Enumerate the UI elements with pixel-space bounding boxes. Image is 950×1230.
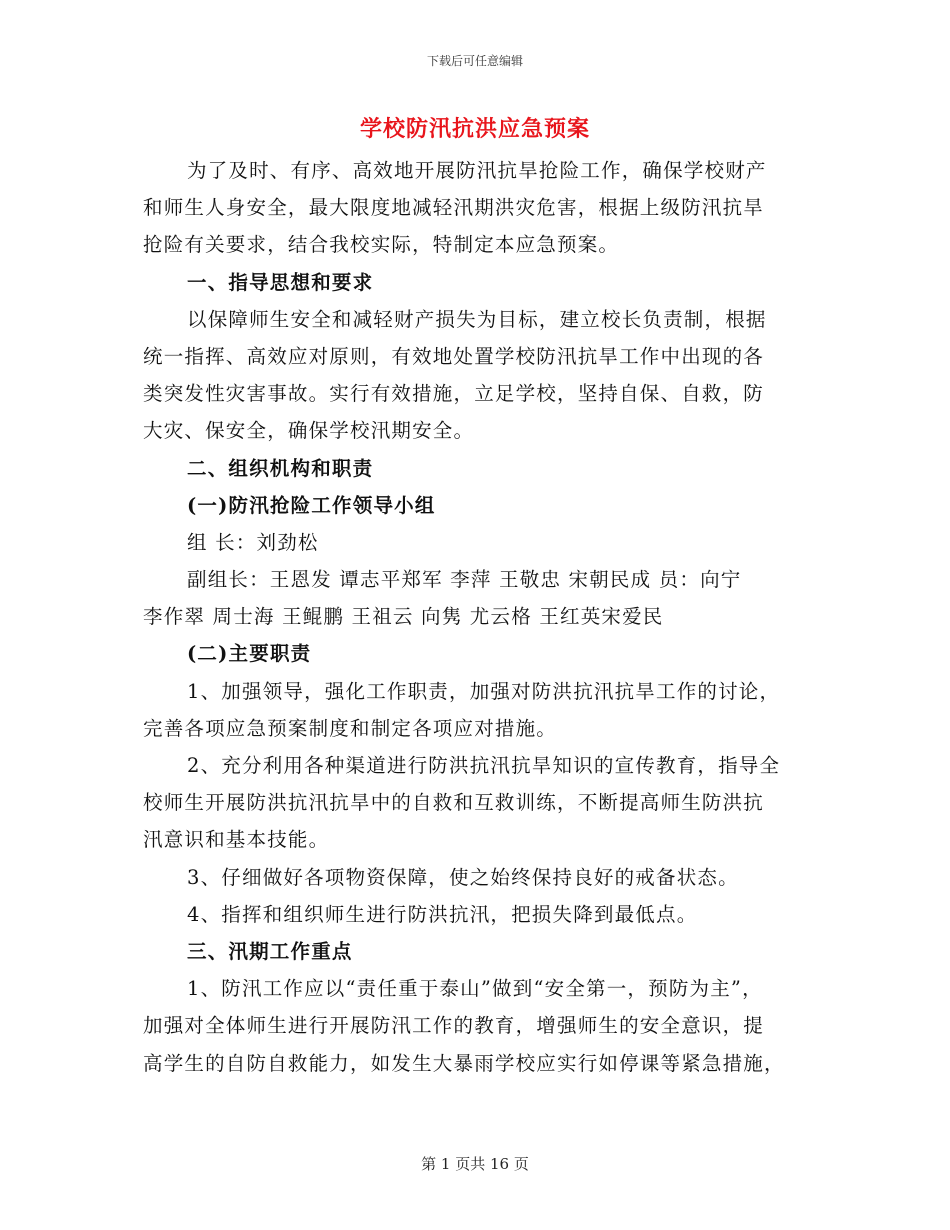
body-text-line: 大灾、保安全，确保学校汛期安全。 xyxy=(143,419,475,443)
body-text-line: 李作翠 周士海 王鲲鹏 王祖云 向隽 尤云格 王红英宋爱民 xyxy=(143,605,664,629)
body-text-line: 为了及时、有序、高效地开展防汛抗旱抢险工作，确保学校财产 xyxy=(187,159,767,182)
document-body xyxy=(143,152,823,1082)
body-text-line: 抢险有关要求，结合我校实际，特制定本应急预案。 xyxy=(143,233,620,257)
body-text-line: 副组长：王恩发 谭志平郑军 李萍 王敬忠 宋朝民成 员：向宁 xyxy=(187,568,742,592)
body-text-line: 统一指挥、高效应对原则，有效地处置学校防汛抗旱工作中出现的各 xyxy=(143,344,765,368)
body-text-line: 2、充分利用各种渠道进行防洪抗汛抗旱知识的宣传教育，指导全 xyxy=(187,754,781,777)
page-number-footer: 第 1 页共 16 页 xyxy=(421,1155,529,1173)
body-text-line: 和师生人身安全，最大限度地减轻汛期洪灾危害，根据上级防汛抗旱 xyxy=(143,196,765,220)
section-heading: 三、汛期工作重点 xyxy=(187,939,353,963)
body-text-line: 1、加强领导，强化工作职责，加强对防洪抗汛抗旱工作的讨论， xyxy=(187,679,781,703)
section-heading: (二)主要职责 xyxy=(187,642,312,666)
body-text-line: 校师生开展防洪抗汛抗旱中的自救和互救训练，不断提高师生防洪抗 xyxy=(143,791,765,815)
body-text-line: 3、仔细做好各项物资保障，使之始终保持良好的戒备状态。 xyxy=(187,865,739,889)
body-text-line: 1、防汛工作应以“责任重于泰山”做到“安全第一，预防为主”， xyxy=(187,977,763,1001)
page-header-note: 下载后可任意编辑 xyxy=(426,54,523,68)
section-heading: (一)防汛抢险工作领导小组 xyxy=(187,493,436,517)
document-title: 学校防汛抗洪应急预案 xyxy=(359,116,590,142)
body-text-line: 完善各项应急预案制度和制定各项应对措施。 xyxy=(143,716,558,740)
body-text-line: 组 长：刘劲松 xyxy=(187,530,319,554)
section-heading: 一、指导思想和要求 xyxy=(187,270,374,294)
body-text-line: 加强对全体师生进行开展防汛工作的教育，增强师生的安全意识，提 xyxy=(143,1014,765,1038)
body-text-line: 类突发性灾害事故。实行有效措施，立足学校，坚持自保、自救，防 xyxy=(143,382,765,406)
body-text-line: 汛意识和基本技能。 xyxy=(143,828,330,852)
section-heading: 二、组织机构和职责 xyxy=(187,456,374,480)
body-text-line: 以保障师生安全和减轻财产损失为目标，建立校长负责制，根据 xyxy=(187,307,767,331)
body-text-line: 高学生的自防自救能力，如发生大暴雨学校应实行如停课等紧急措施， xyxy=(143,1051,785,1075)
body-text-line: 4、指挥和组织师生进行防洪抗汛，把损失降到最低点。 xyxy=(187,902,698,926)
